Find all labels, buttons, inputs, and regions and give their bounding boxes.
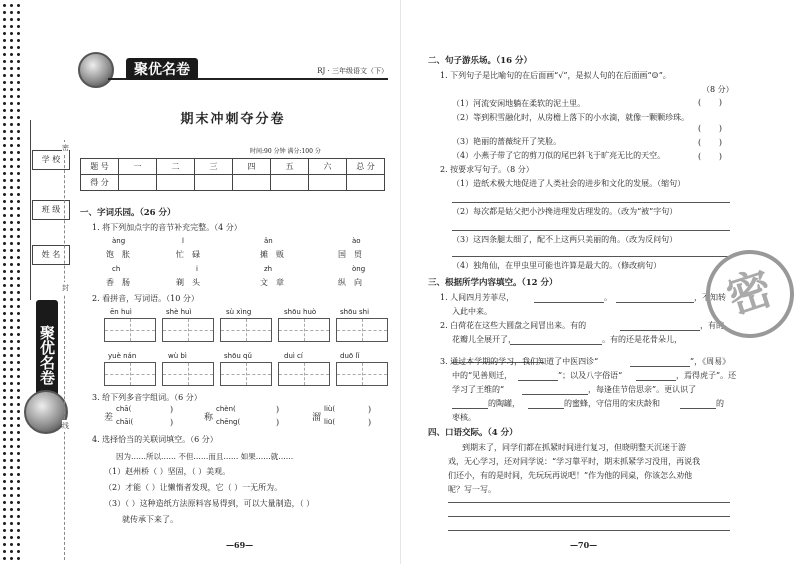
answer-paren[interactable]: ( ) [698, 98, 723, 107]
blank[interactable] [616, 302, 694, 303]
s2-q1-item: （1）河流安闲地躺在柔软的泥土里。 [452, 99, 586, 108]
s2-q2-item: （1）造纸术极大地促进了人类社会的进步和文化的发展。（缩句） [452, 179, 686, 188]
q1-pinyin: zh [264, 265, 273, 273]
polyphone-reading: liū( [324, 418, 336, 426]
blank[interactable] [534, 302, 604, 303]
answer-line[interactable] [448, 502, 730, 503]
s3-text: ”；以及八字俗语“ [558, 371, 623, 380]
s2-q2-prompt: 2. 按要求写句子。（8 分） [440, 165, 534, 174]
q1-pinyin: ào [352, 237, 361, 245]
score-cell: 三 [195, 159, 233, 175]
s3-text: 枣核。 [452, 413, 476, 422]
s4-para: 戏，无心学习，还对同学说：“学习靠平时，期末抓紧学习没用，再说我 [448, 457, 701, 466]
q2-pinyin: ēn huì [110, 308, 132, 316]
page-title: 期末冲刺夺分卷 [180, 112, 286, 127]
s3-line: 2. 白荷花在这些大圆盘之间冒出来。有的 [440, 321, 587, 330]
polyphone-reading: chāi( [116, 418, 134, 426]
s3-text: ，焉得虎子”。还 [676, 371, 737, 380]
s3-text: 入此中来。 [452, 307, 492, 316]
q1-word: 纵向 [338, 278, 370, 287]
header-brand: 聚优名卷 [126, 58, 198, 80]
writing-grid[interactable] [162, 318, 214, 342]
exam-meta: 时间:90 分钟 满分:100 分 [250, 148, 321, 155]
answer-paren[interactable]: ( ) [698, 124, 723, 133]
writing-grid[interactable] [162, 362, 214, 386]
q4-sentence: （3）（ ）这种造纸方法原料容易得到，可以大量制造，（ ） [104, 499, 315, 508]
writing-grid[interactable] [278, 362, 330, 386]
answer-line[interactable] [452, 202, 730, 203]
edition-label: RJ · 三年级语文（下） [317, 67, 388, 75]
blank[interactable] [510, 344, 602, 345]
q1-pinyin: i [196, 265, 198, 273]
q1-word: 香肠 [106, 278, 138, 287]
score-row-label: 得 分 [81, 175, 119, 191]
answer-line[interactable] [452, 256, 730, 257]
s3-line: 3. 通过本学期的学习，我们知道了中医四诊“ [440, 357, 599, 366]
q1-pinyin: àng [112, 237, 126, 245]
q1-pinyin: ch [112, 265, 121, 273]
answer-paren[interactable]: ( ) [698, 152, 723, 161]
score-cell: 五 [271, 159, 309, 175]
blank[interactable] [452, 408, 488, 409]
q2-prompt: 2. 看拼音，写词语。（10 分） [92, 294, 199, 303]
polyphone-char: 称 [204, 413, 214, 423]
score-input-cell[interactable] [157, 175, 195, 191]
q2-pinyin: shōu qǔ [224, 352, 252, 360]
s2-q1-item: （3）艳丽的蔷薇绽开了笑脸。 [452, 137, 562, 146]
paren-close: ) [368, 405, 372, 414]
fold-mark-feng: 封 [62, 284, 69, 292]
q1-pinyin: l [182, 237, 184, 245]
page-divider [400, 0, 401, 564]
answer-line[interactable] [448, 530, 730, 531]
s3-text: 。有的还是花骨朵儿， [602, 335, 682, 344]
q4-sentence: （2）才能（ ）让懒惰者发现，它（ ）一无所为。 [104, 483, 283, 492]
section-3-title: 三、根据所学内容填空。（12 分） [428, 278, 558, 288]
polyphone-reading: chēng( [216, 418, 241, 426]
writing-grid[interactable] [278, 318, 330, 342]
score-header-row [81, 159, 385, 175]
cut-line [64, 140, 65, 560]
q4-sentence: （1）赵州桥（ ）坚固，（ ）美观。 [104, 467, 231, 476]
binding-dots [0, 0, 22, 564]
q1-pinyin: òng [352, 265, 366, 273]
score-input-cell[interactable] [347, 175, 385, 191]
s2-q1-item: （2）等到积雪融化时，从房檐上落下的小水滴，就像一颗颗珍珠。 [452, 113, 690, 122]
s2-q1-item: （4）小燕子带了它的剪刀似的尾巴斜飞于旷亮无比的天空。 [452, 151, 666, 160]
q2-pinyin: shōu huò [284, 308, 317, 316]
writing-grid[interactable] [220, 362, 272, 386]
score-cell: 总 分 [347, 159, 385, 175]
score-value-row [81, 175, 385, 191]
score-input-cell[interactable] [233, 175, 271, 191]
s2-q2-item: （3）这四条腿太细了，配不上这两只美丽的角。（改为反问句） [452, 235, 678, 244]
q1-prompt: 1. 将下列加点字的音节补充完整。（4 分） [92, 223, 242, 232]
writing-grid[interactable] [104, 318, 156, 342]
score-cell: 六 [309, 159, 347, 175]
blank[interactable] [522, 394, 588, 395]
name-label: 姓 名 [32, 245, 70, 265]
sidebar-line [30, 120, 31, 300]
s2-q2-item: （4）独角仙，在甲虫里可能也许算是最大的。（修改病句） [452, 261, 662, 270]
blank[interactable] [680, 408, 716, 409]
blank[interactable] [630, 366, 690, 367]
score-cell: 一 [119, 159, 157, 175]
q1-word: 国贸 [338, 250, 370, 259]
blank[interactable] [636, 380, 676, 381]
writing-grid[interactable] [104, 362, 156, 386]
polyphone-char: 差 [104, 413, 114, 423]
score-input-cell[interactable] [195, 175, 233, 191]
confidential-stamp: 密 [695, 239, 800, 350]
q1-word: 忙碌 [176, 250, 208, 259]
score-table [80, 158, 385, 191]
s3-text: 中的“见善则迁， [452, 371, 513, 380]
q1-word: 摊贩 [260, 250, 292, 259]
blank[interactable] [528, 408, 564, 409]
class-label: 班 级 [32, 200, 70, 220]
section-1-title: 一、字词乐园。（26 分） [80, 208, 176, 218]
polyphone-reading: chā( [116, 405, 132, 413]
paren-close: ) [170, 405, 174, 414]
paren-close: ) [368, 418, 372, 427]
score-input-cell[interactable] [119, 175, 157, 191]
q1-pinyin: ǎn [264, 237, 273, 245]
q2-pinyin: yuè nán [108, 352, 137, 360]
paren-close: ) [170, 418, 174, 427]
score-cell: 二 [157, 159, 195, 175]
q1-word: 饱胀 [106, 250, 138, 259]
s2-q2-item: （2）每次都是姑父把小沙搀进理发店理发的。（改为“被”字句） [452, 207, 678, 216]
page-number-right: —70— [570, 540, 598, 550]
header-banner [78, 52, 388, 86]
answer-paren[interactable]: ( ) [698, 138, 723, 147]
q2-pinyin: shè huì [166, 308, 192, 316]
q2-pinyin: duō lǐ [340, 352, 360, 360]
blank[interactable] [620, 330, 700, 331]
s3-text: 的蜜蜂，守信用的宋庆龄和 [564, 399, 660, 408]
section-4-title: 四、口语交际。（4 分） [428, 428, 518, 438]
paren-close: ) [276, 405, 280, 414]
sidebar-brand: 聚优名卷 [36, 300, 58, 410]
polyphone-reading: liù( [324, 405, 336, 413]
s4-para: 们还小，有的是时间，先玩玩再说吧！”作为他的同桌，你该怎么劝他 [448, 471, 693, 480]
q3-prompt: 3. 给下列多音字组词。（6 分） [92, 393, 202, 402]
writing-grid[interactable] [336, 362, 388, 386]
q2-pinyin: duì cí [284, 352, 303, 360]
score-cell: 四 [233, 159, 271, 175]
s3-text: 花瓣儿全展开了， [452, 335, 516, 344]
s3-line: 1. 人间四月芳菲尽， [440, 293, 515, 302]
score-input-cell[interactable] [309, 175, 347, 191]
blank[interactable] [518, 380, 558, 381]
s3-text: ，不知转 [694, 293, 726, 302]
fold-mark-mi: 密 [62, 144, 69, 152]
score-input-cell[interactable] [271, 175, 309, 191]
s3-text: 的陶罐， [488, 399, 520, 408]
q4-sentence-cont: 就传承下来了。 [122, 515, 178, 524]
q1-word: 剃头 [176, 278, 208, 287]
s2-q1-score: （8 分） [702, 85, 734, 94]
paren-close: ) [276, 418, 280, 427]
s3-text: 的 [716, 399, 724, 408]
s3-text: ，每逢佳节倍思亲”。更认识了 [588, 385, 697, 394]
writing-grid[interactable] [336, 318, 388, 342]
q4-options: 因为……所以…… 不但……而且…… 如果……就…… [116, 452, 294, 461]
s3-text: 。 [604, 293, 612, 302]
q2-pinyin: wù bì [168, 352, 187, 360]
s3-text: 学习了王维的“ [452, 385, 505, 394]
s4-para: 呢？写一写。 [448, 485, 496, 494]
q1-word: 文章 [260, 278, 292, 287]
writing-grid[interactable] [220, 318, 272, 342]
q4-prompt: 4. 选择恰当的关联词填空。（6 分） [92, 435, 218, 444]
page-number-left: —69— [226, 540, 254, 550]
s2-q1-prompt: 1. 下列句子是比喻句的在后面画“√”，是拟人句的在后面画“☺”。 [440, 71, 671, 80]
s3-text: ，有的 [700, 321, 724, 330]
answer-line[interactable] [452, 230, 730, 231]
school-label: 学 校 [32, 150, 70, 170]
s4-para: 到期末了，同学们都在抓紧时间进行复习，但晓明整天沉迷于游 [462, 443, 686, 452]
s3-text: ”，《周易》 [690, 357, 731, 366]
polyphone-char: 溜 [312, 413, 322, 423]
fold-mark-xian: 线 [62, 422, 69, 430]
answer-line[interactable] [448, 516, 730, 517]
polyphone-reading: chèn( [216, 405, 236, 413]
q2-pinyin: shōu shi [340, 308, 370, 316]
q2-pinyin: sù xìng [226, 308, 252, 316]
section-2-title: 二、句子游乐场。（16 分） [428, 56, 533, 66]
score-cell: 题 号 [81, 159, 119, 175]
